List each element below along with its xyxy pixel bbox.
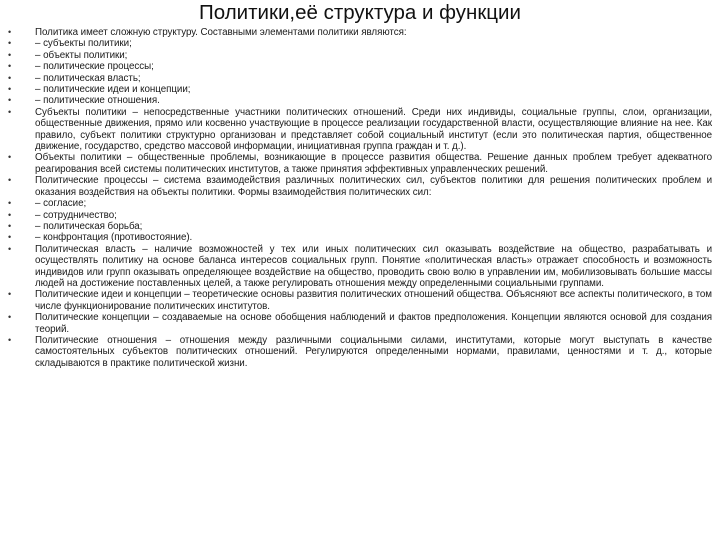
slide-title: Политики,её структура и функции bbox=[199, 1, 521, 24]
list-item-text: Политика имеет сложную структуру. Составными элементами политики являются: bbox=[35, 27, 407, 38]
bullet-icon: • bbox=[8, 220, 12, 231]
bullet-icon: • bbox=[8, 232, 12, 243]
list-item-text: Политические концепции – создаваемые на основе обобщения наблюдений и фактов предположения. Концепции являются основой для создания теорий. bbox=[35, 312, 712, 335]
list-item bbox=[0, 84, 720, 95]
list-item bbox=[0, 335, 720, 369]
list-item-text: – конфронтация (противостояние). bbox=[35, 232, 193, 244]
list-item-text: – политическая борьба; bbox=[35, 220, 143, 232]
bullet-icon: • bbox=[8, 175, 12, 186]
bullet-icon: • bbox=[8, 49, 12, 60]
bullet-icon: • bbox=[8, 106, 12, 117]
bullet-icon: • bbox=[8, 312, 12, 323]
list-item-text: Политические отношения – отношения между различными социальными силами, институтами, которые могут выступать в качестве самостоятельных субъектов политических отношений. Регулируются определенными нормами, правилами, ценностями и т. д., которые складываются в практике политической жизни. bbox=[35, 334, 712, 369]
list-item bbox=[0, 95, 720, 106]
bullet-icon: • bbox=[8, 61, 12, 72]
bullet-icon: • bbox=[8, 95, 12, 106]
list-item-text: – политическая власть; bbox=[35, 72, 141, 84]
bullet-icon: • bbox=[8, 152, 12, 163]
list-item-text: – согласие; bbox=[35, 198, 87, 210]
list-item bbox=[0, 210, 720, 221]
bullet-icon: • bbox=[8, 198, 12, 209]
list-item-text: – сотрудничество; bbox=[35, 209, 117, 221]
list-item bbox=[0, 232, 720, 243]
list-item bbox=[0, 221, 720, 232]
bullet-icon: • bbox=[8, 84, 12, 95]
list-item bbox=[0, 244, 720, 290]
list-item bbox=[0, 175, 720, 198]
list-item-text: – субъекты политики; bbox=[35, 38, 132, 50]
list-item bbox=[0, 289, 720, 312]
bullet-icon: • bbox=[8, 289, 12, 300]
list-item bbox=[0, 312, 720, 335]
list-item-text: Объекты политики – общественные проблемы, возникающие в процессе развития общества. Решение данных проблем требует адекватного реагирования всей системы политических институтов, а также принятия эффективных управленческих решений. bbox=[35, 152, 712, 175]
list-item bbox=[0, 73, 720, 84]
list-item bbox=[0, 198, 720, 209]
bullet-icon: • bbox=[8, 243, 12, 254]
list-item bbox=[0, 152, 720, 175]
list-item-text: – политические процессы; bbox=[35, 61, 154, 73]
list-item-text: Субъекты политики – непосредственные участники политических отношений. Среди них индивиды, социальные группы, слои, организации, общественные движения, прямо или косвенно участвующие в процессе реализации государственной власти, осуществляющие влияние на нее. Как правило, субъект политики структурно организован и представляет собой социальный институт (если это политическая партия, общественное движение, государство, средство массовой информации, инициативная группа граждан и т. д.). bbox=[35, 106, 712, 153]
list-item bbox=[0, 61, 720, 72]
list-item-text: – объекты политики; bbox=[35, 49, 128, 61]
list-item bbox=[0, 38, 720, 49]
bullet-list bbox=[0, 27, 720, 369]
bullet-icon: • bbox=[8, 27, 12, 37]
list-item-text: Политическая власть – наличие возможностей у тех или иных политических сил оказывать воздействие на общество, разрабатывать и осуществлять политику на основе баланса интересов социальных групп. Понятие «политическая власть» отражает способность и возможность индивидов или групп оказывать определяющее воздействие на общество, проводить свою волю в управлении им, мобилизовывать большие массы людей на достижение поставленных целей, а также регулировать отношения между определенными социальными группами. bbox=[35, 243, 712, 289]
list-item bbox=[0, 27, 720, 38]
bullet-icon: • bbox=[8, 334, 12, 345]
list-item-text: – политические отношения. bbox=[35, 95, 160, 107]
bullet-icon: • bbox=[8, 209, 12, 220]
list-item-text: – политические идеи и концепции; bbox=[35, 84, 191, 96]
list-item-text: Политические идеи и концепции – теоретические основы развития политических отношений общества. Объясняют все аспекты политического, в том числе функционирование политических институтов. bbox=[35, 289, 712, 312]
list-item bbox=[0, 107, 720, 153]
list-item bbox=[0, 50, 720, 61]
bullet-icon: • bbox=[8, 72, 12, 83]
bullet-icon: • bbox=[8, 38, 12, 49]
list-item-text: Политические процессы – система взаимодействия различных политических сил, субъектов политики для решения политических проблем и оказания воздействия на объекты политики. Формы взаимодействия политических сил: bbox=[35, 175, 712, 198]
